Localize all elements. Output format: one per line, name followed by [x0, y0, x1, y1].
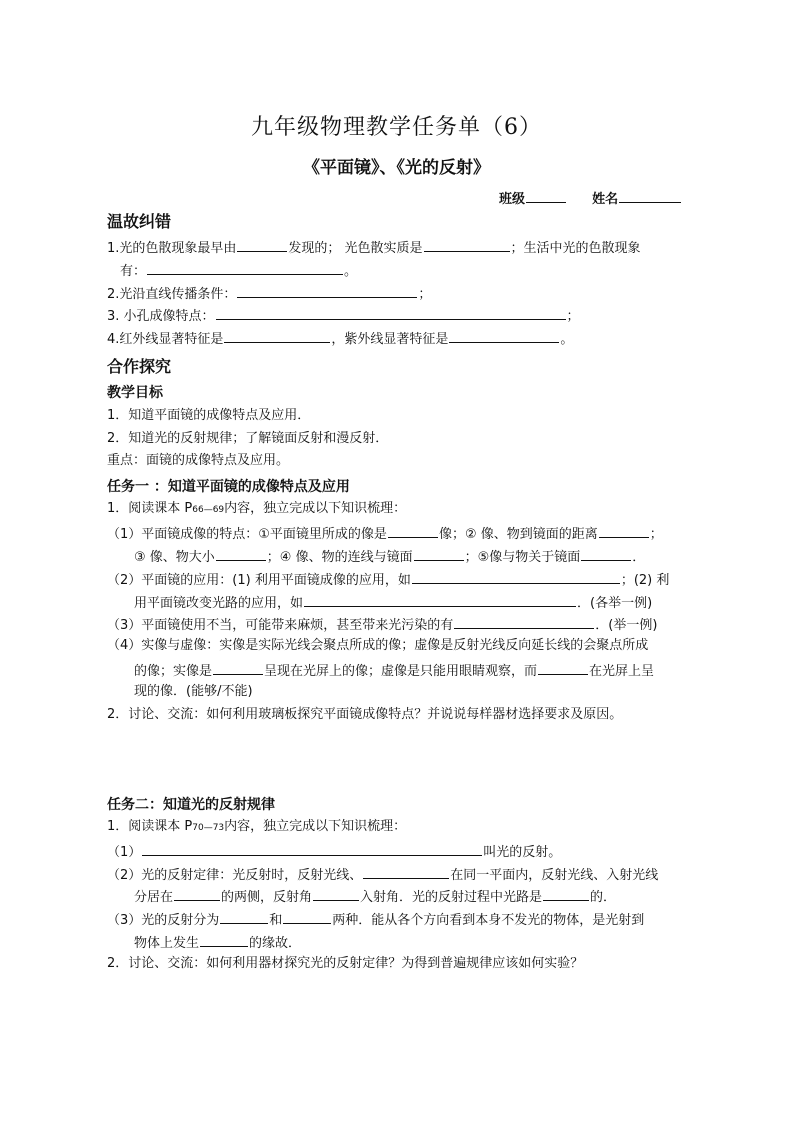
blank[interactable]	[313, 887, 359, 901]
blank[interactable]	[543, 887, 589, 901]
blank[interactable]	[220, 910, 268, 924]
blank[interactable]	[412, 570, 620, 584]
class-label: 班级	[499, 192, 526, 207]
blank[interactable]	[237, 284, 417, 298]
review-q1-line1: 1.光的色散现象最早由 发现的； 光色散实质是 ；生活中光的色散现象	[107, 238, 641, 257]
explore-heading: 合作探究	[107, 357, 172, 376]
blank[interactable]	[142, 842, 482, 856]
task2-item1: （1） 叫光的反射。	[107, 842, 561, 861]
task2-heading: 任务二：知道光的反射规律	[107, 797, 275, 813]
blank[interactable]	[304, 593, 576, 607]
task1-item4-line1: （4）实像与虚像：实像是实际光线会聚点所成的像；虚像是反射光线反向延长线的会聚点所成	[107, 638, 649, 653]
blank[interactable]	[216, 547, 266, 561]
task2-item2-line2: 分居在 的两侧，反射角 入射角．光的反射过程中光路是 的．	[134, 887, 616, 906]
task1-discussion: 2．讨论、交流：如何利用玻璃板探究平面镜成像特点？并说说每样器材选择要求及原因。	[107, 707, 623, 722]
blank[interactable]	[224, 329, 330, 343]
class-blank[interactable]	[526, 189, 566, 203]
blank[interactable]	[424, 238, 510, 252]
page-title: 九年级物理教学任务单（6）	[251, 115, 542, 140]
name-label: 姓名	[592, 192, 619, 207]
class-name-line	[499, 188, 682, 207]
blank[interactable]	[213, 661, 263, 675]
review-heading: 温故纠错	[107, 212, 172, 231]
task1-item2-line1: （2）平面镜的应用：(1) 利用平面镜成像的应用，如 ；(2) 利	[107, 570, 669, 589]
review-q1-line2: 有： 。	[120, 261, 357, 280]
goals-heading: 教学目标	[107, 385, 163, 401]
task2-discussion: 2．讨论、交流：如何利用器材探究光的反射定律？为得到普遍规律应该如何实验？	[107, 956, 584, 971]
page-subtitle: 《平面镜》、《光的反射》	[303, 158, 490, 178]
blank[interactable]	[414, 547, 464, 561]
task1-item2-line2: 用平面镜改变光路的应用，如 ．(各举一例)	[134, 593, 652, 612]
task1-item3: （3）平面镜使用不当，可能带来麻烦，甚至带来光污染的有 ．(举一例)	[107, 615, 657, 634]
goal-2: 2．知道光的反射规律；了解镜面反射和漫反射．	[107, 431, 389, 446]
blank[interactable]	[147, 261, 343, 275]
blank[interactable]	[449, 329, 559, 343]
task1-heading: 任务一 ：知道平面镜的成像特点及应用	[107, 479, 350, 495]
blank[interactable]	[283, 910, 331, 924]
task2-item3-line2: 物体上发生 的缘故．	[134, 933, 301, 952]
blank[interactable]	[237, 238, 287, 252]
goal-1: 1．知道平面镜的成像特点及应用．	[107, 408, 311, 423]
task1-read: 1．阅读课本 P66—69内容，独立完成以下知识梳理：	[107, 501, 407, 516]
name-blank[interactable]	[619, 189, 681, 203]
blank[interactable]	[174, 887, 220, 901]
key-point: 重点：面镜的成像特点及应用。	[107, 453, 290, 468]
task1-item1-line1: （1）平面镜成像的特点：①平面镜里所成的像是 像；② 像、物到镜面的距离 ；	[107, 524, 663, 543]
blank[interactable]	[363, 865, 449, 879]
task2-item3-line1: （3）光的反射分为 和 两种．能从各个方向看到本身不发光的物体，是光射到	[107, 910, 644, 929]
review-q4: 4.红外线显著特征是 ，紫外线显著特征是 。	[107, 329, 573, 348]
review-q3: 3. 小孔成像特点： ；	[107, 306, 580, 325]
review-q2: 2.光沿直线传播条件： ；	[107, 284, 431, 303]
blank[interactable]	[388, 524, 438, 538]
task1-item4-line3: 现的像．(能够/不能)	[134, 684, 253, 699]
blank[interactable]	[599, 524, 649, 538]
blank[interactable]	[581, 547, 631, 561]
blank[interactable]	[454, 615, 594, 629]
task1-item4-line2: 的像；实像是 呈现在光屏上的像；虚像是只能用眼睛观察，而 在光屏上呈	[134, 661, 654, 680]
blank[interactable]	[216, 306, 566, 320]
blank[interactable]	[538, 661, 588, 675]
blank[interactable]	[200, 933, 248, 947]
task2-read: 1．阅读课本 P70—73内容，独立完成以下知识梳理：	[107, 819, 407, 834]
task1-item1-line2: ③ 像、物大小 ；④ 像、物的连线与镜面 ；⑤像与物关于镜面 ．	[134, 547, 645, 566]
task2-item2-line1: （2）光的反射定律：光反射时，反射光线、 在同一平面内，反射光线、入射光线	[107, 865, 658, 884]
